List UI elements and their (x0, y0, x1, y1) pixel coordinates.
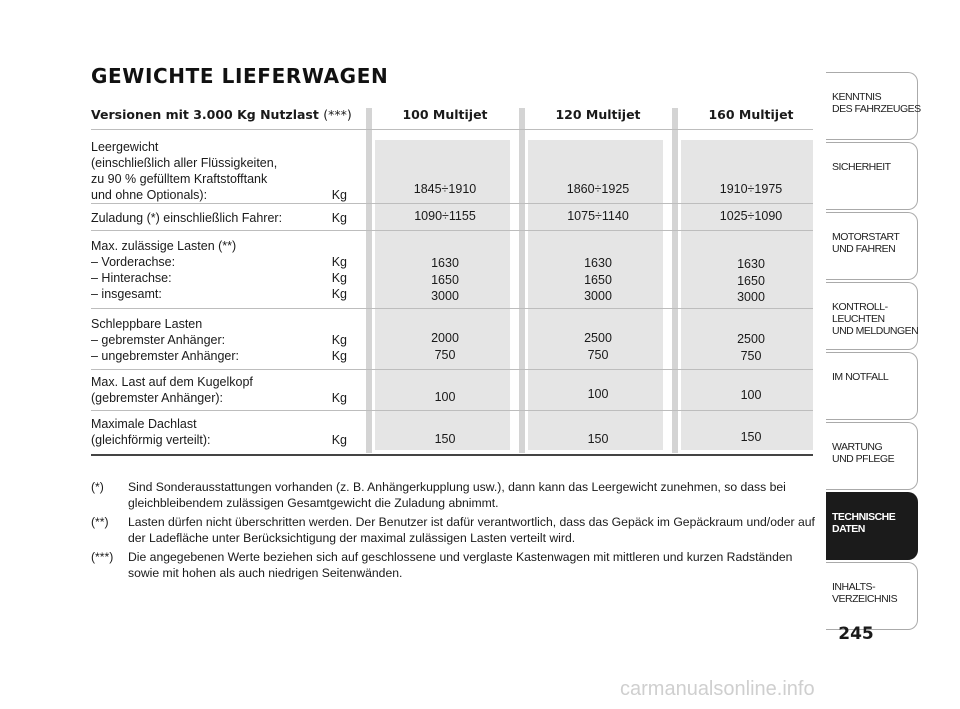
column-header-100-multijet: 100 Multijet (402, 107, 488, 122)
row-rule (91, 369, 813, 370)
row-empty-weight-value-100: 1845÷1910 (413, 182, 477, 196)
row-towable-label: Schleppbare Lasten – gebremster Anhänger: – ungebremster Anhänger: (91, 317, 240, 363)
row-max-loads-values-100: 1630 1650 3000 (431, 256, 459, 303)
row-tow-ball-value-100: 100 (434, 390, 456, 404)
row-max-loads-unit-front: Kg (331, 255, 347, 269)
row-max-loads-unit-rear: Kg (331, 271, 347, 285)
row-roof-load-unit: Kg (331, 433, 347, 447)
versions-label: Versionen mit 3.000 Kg Nutzlast (91, 107, 319, 122)
page-title: GEWICHTE LIEFERWAGEN (91, 64, 389, 88)
versions-header (91, 107, 352, 122)
row-roof-load-value-160: 150 (740, 430, 762, 444)
watermark: carmanualsonline.info (620, 678, 815, 700)
row-rule (91, 410, 813, 411)
row-empty-weight-label: Leergewicht (einschließlich aller Flüssigkeiten, zu 90 % gefülltem Kraftstofftank und ohne Optionals): (91, 140, 278, 202)
versions-suffix: (***) (323, 107, 352, 122)
table-bottom-rule (91, 454, 813, 456)
row-empty-weight-value-120: 1860÷1925 (566, 182, 630, 196)
row-tow-ball-value-160: 100 (740, 388, 762, 402)
footnote (91, 550, 826, 581)
row-towable-values-160: 2500 750 (737, 332, 765, 363)
page-number: 245 (838, 624, 874, 644)
footnote-text: Sind Sonderausstattungen vorhanden (z. B. Anhängerkupplung usw.), dann kann das Leergewicht zunehmen, so dass bei gleichbleibendem zulässigen Gesamtgewicht die Zuladung abnimmt. (128, 480, 786, 510)
footnote (91, 480, 826, 511)
row-payload-value-100: 1090÷1155 (414, 209, 476, 223)
tab-inhaltsverzeichnis[interactable] (826, 562, 918, 630)
tab-label: WARTUNG UND PFLEGE (832, 441, 895, 465)
row-towable-values-120: 2500 750 (584, 331, 612, 362)
row-payload-label: Zuladung (*) einschließlich Fahrer: (91, 211, 283, 225)
row-max-loads-label: Max. zulässige Lasten (**) – Vorderachse: – Hinterachse: – insgesamt: (91, 239, 237, 301)
footnote-mark: (*) (91, 480, 104, 494)
row-tow-ball-label: Max. Last auf dem Kugelkopf (gebremster Anhänger): (91, 375, 253, 405)
row-towable-unit-unbraked: Kg (331, 349, 347, 363)
footnote-mark: (**) (91, 515, 109, 529)
row-tow-ball-value-120: 100 (587, 387, 609, 401)
tab-im-notfall[interactable] (826, 352, 918, 420)
row-roof-load-value-100: 150 (434, 432, 456, 446)
column-header-160-multijet: 160 Multijet (708, 107, 794, 122)
tab-motorstart[interactable] (826, 212, 918, 280)
row-payload-value-120: 1075÷1140 (567, 209, 629, 223)
footnote-text: Die angegebenen Werte beziehen sich auf geschlossene und verglaste Kastenwagen mit mittleren und kurzen Radständen sowie mit hohen als auch niedrigen Seitenwänden. (128, 550, 793, 580)
column-header-120-multijet: 120 Multijet (555, 107, 641, 122)
tab-label: SICHERHEIT (832, 161, 891, 173)
footnote (91, 515, 826, 546)
tab-label: INHALTS- VERZEICHNIS (832, 581, 898, 605)
row-max-loads-values-120: 1630 1650 3000 (584, 256, 612, 303)
chapter-tabs (826, 72, 921, 632)
tab-label: IM NOTFALL (832, 371, 889, 383)
tab-sicherheit[interactable] (826, 142, 918, 210)
footnotes (91, 480, 826, 585)
row-payload-value-160: 1025÷1090 (719, 209, 783, 223)
row-empty-weight-unit: Kg (331, 188, 347, 202)
tab-label: KONTROLL- LEUCHTEN UND MELDUNGEN (832, 301, 919, 337)
row-towable-unit-braked: Kg (331, 333, 347, 347)
row-payload-unit: Kg (331, 211, 347, 225)
footnote-text: Lasten dürfen nicht überschritten werden. Der Benutzer ist dafür verantwortlich, dass das Gepäck im Gepäckraum und/oder auf der Ladefläche unter Berücksichtigung der maximal zulässigen Lasten verteilt wird. (128, 515, 815, 545)
row-rule (91, 203, 813, 204)
tab-label: KENNTNIS DES FAHRZEUGES (832, 91, 921, 115)
row-max-loads-unit-total: Kg (331, 287, 347, 301)
column-stripe-2 (519, 108, 525, 453)
row-rule (91, 308, 813, 309)
row-roof-load-value-120: 150 (587, 432, 609, 446)
row-max-loads-values-160: 1630 1650 3000 (737, 257, 765, 304)
row-rule (91, 230, 813, 231)
tab-label: TECHNISCHE DATEN (832, 511, 896, 535)
tab-technische-daten[interactable] (826, 492, 918, 560)
row-tow-ball-unit: Kg (331, 391, 347, 405)
tab-kontrollleuchten[interactable] (826, 282, 918, 350)
tab-label: MOTORSTART UND FAHREN (832, 231, 900, 255)
row-roof-load-label: Maximale Dachlast (gleichförmig verteilt): (91, 417, 211, 447)
column-stripe-1 (366, 108, 372, 453)
row-towable-values-100: 2000 750 (431, 331, 459, 362)
row-empty-weight-value-160: 1910÷1975 (719, 182, 783, 196)
tab-wartung[interactable] (826, 422, 918, 490)
footnote-mark: (***) (91, 550, 114, 564)
header-rule (91, 129, 813, 130)
tab-kenntnis[interactable] (826, 72, 921, 140)
column-stripe-3 (672, 108, 678, 453)
